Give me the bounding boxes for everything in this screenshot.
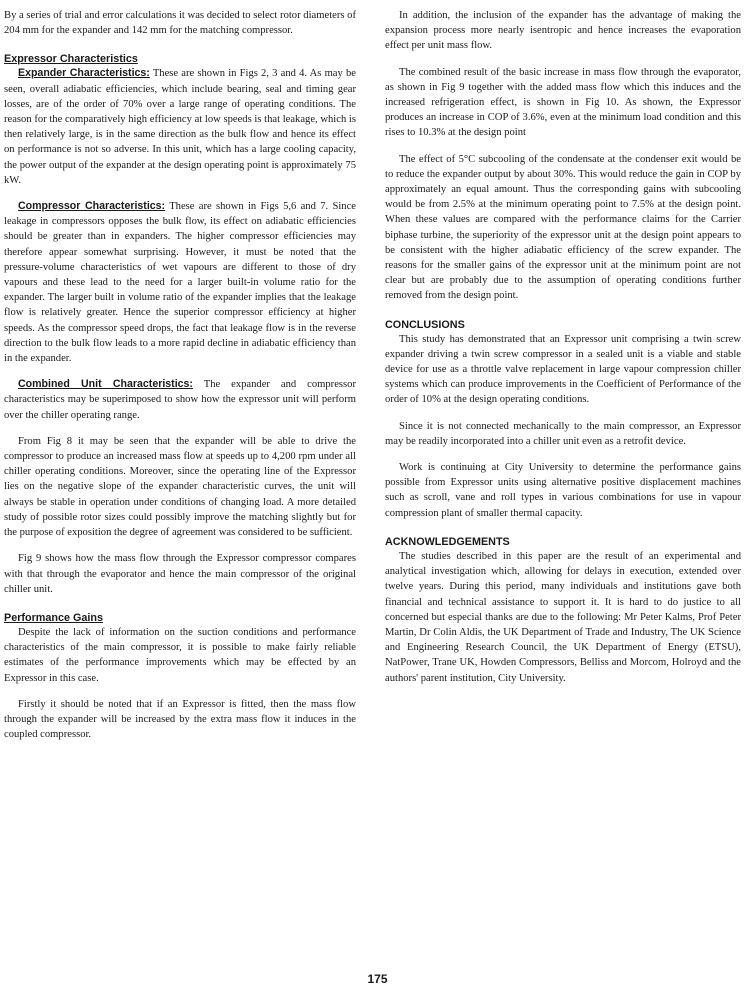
paragraph-combined <box>4 377 356 423</box>
paragraph: In addition, the inclusion of the expander has the advantage of making the expansion process more nearly isentropic and hence increases the evaporation effect per unit mass flow. <box>385 10 741 52</box>
subheading-combined: Combined Unit Characteristics: <box>18 378 193 391</box>
paragraph: Since it is not connected mechanically to the main compressor, an Expressor may be readily incorporated into a chiller unit even as a retrofit device. <box>385 420 741 447</box>
right-column <box>385 8 741 697</box>
paragraph: Work is continuing at City University to determine the performance gains possible from Expressor units using alternative positive displacement machines such as scroll, vane and roll types in various combinations for use in vapour compression plant of smaller thermal capacity. <box>385 462 741 519</box>
paragraph-compressor <box>4 199 356 366</box>
paragraph: By a series of trial and error calculations it was decided to select rotor diameters of 204 mm for the expander and 142 mm for the matching compressor. <box>4 10 356 37</box>
paragraph: Firstly it should be noted that if an Expressor is fitted, then the mass flow through the expander will be increased by the extra mass flow it induces in the coupled compressor. <box>4 698 356 741</box>
paragraph: From Fig 8 it may be seen that the expander will be able to drive the compressor to produce an increased mass flow at speeds up to 4,200 rpm under all chiller operating conditions. Moreover, since the operating line of the Expressor lies on the negative slope of the expander characteristic curves, the unit will always be stable in operation under conditions of changing load. A more detailed study of possible rotor sizes could possibly improve the matching slightly but for the purpose of exposition the degree of agreement was considered to be sufficient. <box>4 435 356 539</box>
paragraph-text: These are shown in Figs 2, 3 and 4. As may be seen, overall adiabatic efficiencies, which include bearing, seal and timing gear losses, are of the order of 70% over a large range of operating conditions. The reason for the comparatively high efficiency at low speeds is that leakage, which is then relatively large, is in the same direction as the bulk flow and hence its effect on performance is not so adverse. In this unit, which has a large cooling capacity, the power output of the expander at the design operating point is approximately 75 kW. <box>4 68 356 186</box>
section-heading-performance: Performance Gains <box>4 611 104 624</box>
paragraph: The effect of 5°C subcooling of the condensate at the condenser exit would be to reduce the expander output by about 30%. This would reduce the gain in COP by approximately an equal amount. Thus the corresponding gains with subcooling would be from 2.5% at the minimum operating point to 7.5% at the design point. When these values are compared with the performance claims for the Carrier biphase turbine, the superiority of the expressor unit at the design point appears to be consistent with the higher adiabatic efficiency of the screw expander. The reasons for the smaller gains of the expressor unit at the minimum point are not clear but are probably due to the assumption of operating conditions further removed from the design point. <box>385 153 741 302</box>
paragraph: The combined result of the basic increase in mass flow through the evaporator, as shown in Fig 9 together with the added mass flow which this induces and the increased refrigeration effect, is shown in Fig 10. As shown, the Expressor produces an increase in COP of 3.6%, even at the minimum load condition and this rises to 10.3% at the design point <box>385 66 741 139</box>
section-heading-acknowledgements: ACKNOWLEDGEMENTS <box>385 535 510 548</box>
page-number: 175 <box>367 972 388 986</box>
subheading-compressor: Compressor Characteristics: <box>18 200 166 213</box>
paragraph: Despite the lack of information on the suction conditions and performance characteristics of the main compressor, it is possible to make fairly reliable estimates of the performance improvements which may be effected by an Expressor in this case. <box>4 626 356 684</box>
subheading-expander: Expander Characteristics: <box>18 67 150 80</box>
paragraph: This study has demonstrated that an Expressor unit comprising a twin screw expander driving a twin screw compressor in a sealed unit is a viable and stable device for use as a throttle valve replacement in large vapour compression chiller systems which can produce improvements in the Coefficient of Performance of the order of 10% at the design operating conditions. <box>385 333 741 406</box>
left-column <box>4 8 356 753</box>
paragraph-expander <box>4 66 356 188</box>
paragraph: Fig 9 shows how the mass flow through the Expressor compressor compares with that through the evaporator and hence the main compressor of the original chiller unit. <box>4 553 356 595</box>
paragraph-text: The expander and compressor characteristics may be superimposed to show how the expressor unit will perform over the chiller operating range. <box>4 379 356 421</box>
section-heading-conclusions: CONCLUSIONS <box>385 318 465 331</box>
paragraph-text: These are shown in Figs 5,6 and 7. Since leakage in compressors opposes the bulk flow, its effect on adiabatic efficiencies should be greater than in expanders. The higher compressor efficiencies may therefore appear somewhat surprising. However, it must be noted that the pressure-volume characteristics of wet vapours are different to those of dry vapours and these lead to the need for a larger built-in volume ratio for the expander. The larger built in volume ratio of the expander implies that the leakage flow is relatively greater. Hence the superior compressor efficiency at higher speeds. As the compressor speed drops, the fact that leakage flow is in the reverse direction to the bulk flow leads to a more rapid decline in adiabatic efficiency than in the expander. <box>4 201 356 365</box>
paragraph: The studies described in this paper are the result of an experimental and analytical investigation which, allowing for delays in execution, extended over twelve years. During this period, many individuals and institutions gave both financial and technical assistance to support it. It is hard to do justice to all concerned but especial thanks are due to the following: Mr Peter Kalms, Prof Peter Martin, Dr Colin Aldis, the UK Department of Trade and Industry, The UK Science and Engineering Research Council, the UK Department of Energy (ETSU), NatPower, Trane UK, Howden Compressors, Belliss and Morcom, Holroyd and the authors' parent institution, City University. <box>385 550 741 684</box>
section-heading-expressor: Expressor Characteristics <box>4 53 138 66</box>
